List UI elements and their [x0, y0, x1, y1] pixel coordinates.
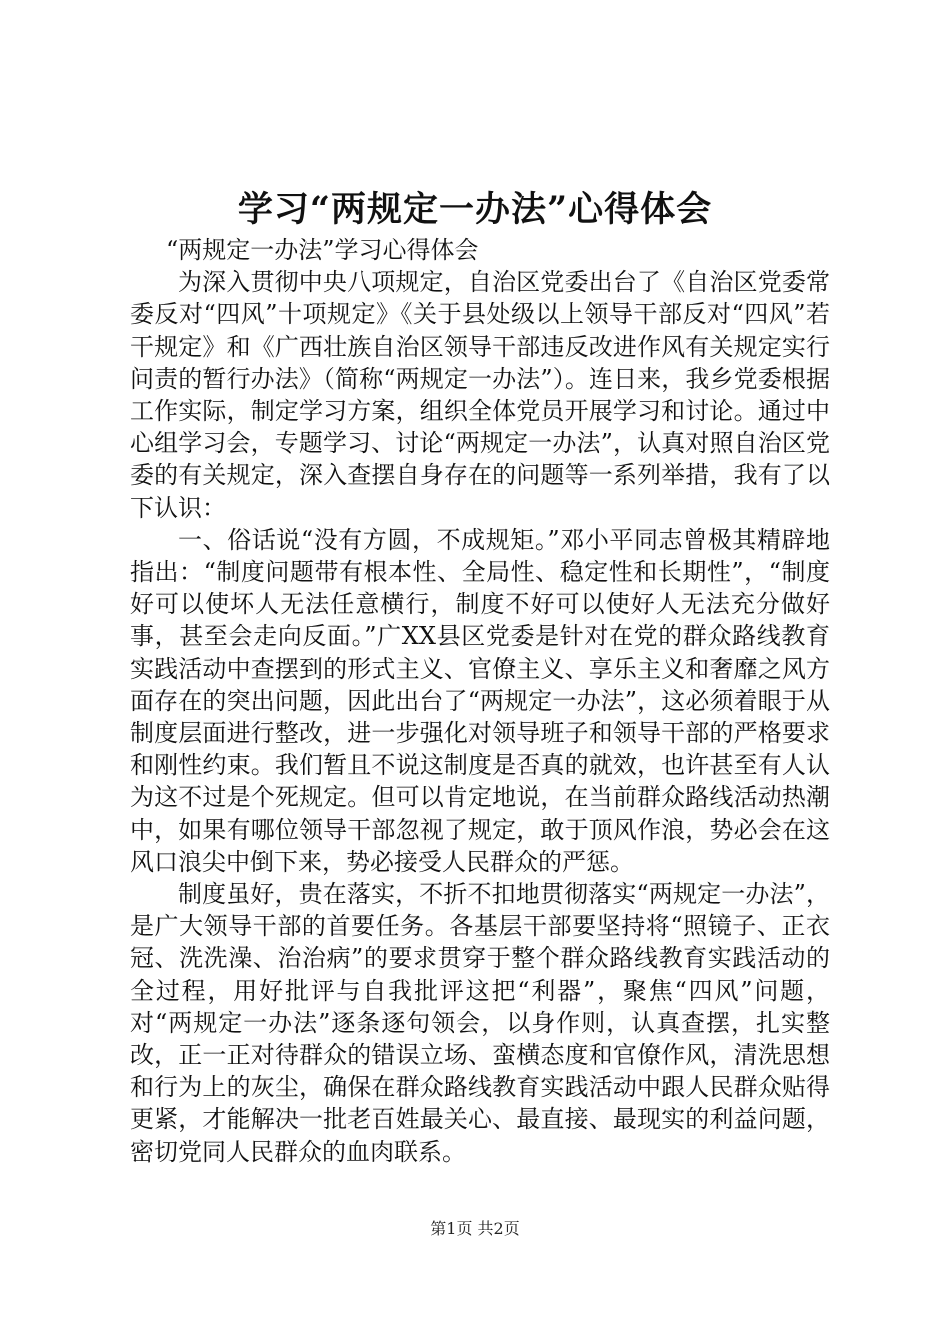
document-body — [130, 234, 830, 1168]
document-title: 学习“两规定一办法”心得体会 — [237, 189, 713, 230]
paragraph-rules: 一、俗话说“没有方圆，不成规矩。”邓小平同志曾极其精辟地指出：“制度问题带有根本性、全局性、稳定性和长期性”，“制度好可以使坏人无法任意横行，制度不好可以使好人无法充分做好事，甚至会走向反面。”广XX县区党委是针对在党的群众路线教育实践活动中查摆到的形式主义、官僚主义、享乐主义和奢靡之风方面存在的突出问题，因此出台了“两规定一办法”，这必须着眼于从制度层面进行整改，进一步强化对领导班子和领导干部的严格要求和刚性约束。我们暂且不说这制度是否真的就效，也许甚至有人认为这不过是个死规定。但可以肯定地说，在当前群众路线活动热潮中，如果有哪位领导干部忽视了规定，敢于顶风作浪，势必会在这风口浪尖中倒下来，势必接受人民群众的严惩。 — [130, 525, 830, 876]
document-subtitle: “两规定一办法”学习心得体会 — [166, 236, 479, 264]
paragraph-implementation: 制度虽好，贵在落实，不折不扣地贯彻落实“两规定一办法”，是广大领导干部的首要任务。各基层干部要坚持将“照镜子、正衣冠、洗洗澡、治治病”的要求贯穿于整个群众路线教育实践活动的全过程，用好批评与自我批评这把“利器”，聚焦“四风”问题，对“两规定一办法”逐条逐句领会，以身作则，认真查摆，扎实整改，正一正对待群众的错误立场、蛮横态度和官僚作风，清洗思想和行为上的灰尘，确保在群众路线教育实践活动中跟人民群众贴得更紧，才能解决一批老百姓最关心、最直接、最现实的利益问题，密切党同人民群众的血肉联系。 — [130, 880, 830, 1166]
paragraph-intro: 为深入贯彻中央八项规定，自治区党委出台了《自治区党委常委反对“四风”十项规定》《关于县处级以上领导干部反对“四风”若干规定》和《广西壮族自治区领导干部违反改进作风有关规定实行问责的暂行办法》（简称“两规定一办法”）。连日来，我乡党委根据工作实际，制定学习方案，组织全体党员开展学习和讨论。通过中心组学习会，专题学习、讨论“两规定一办法”，认真对照自治区党委的有关规定，深入查摆自身存在的问题等一系列举措，我有了以下认识： — [130, 268, 830, 522]
page-footer: 第1页 共2页 — [430, 1219, 520, 1238]
